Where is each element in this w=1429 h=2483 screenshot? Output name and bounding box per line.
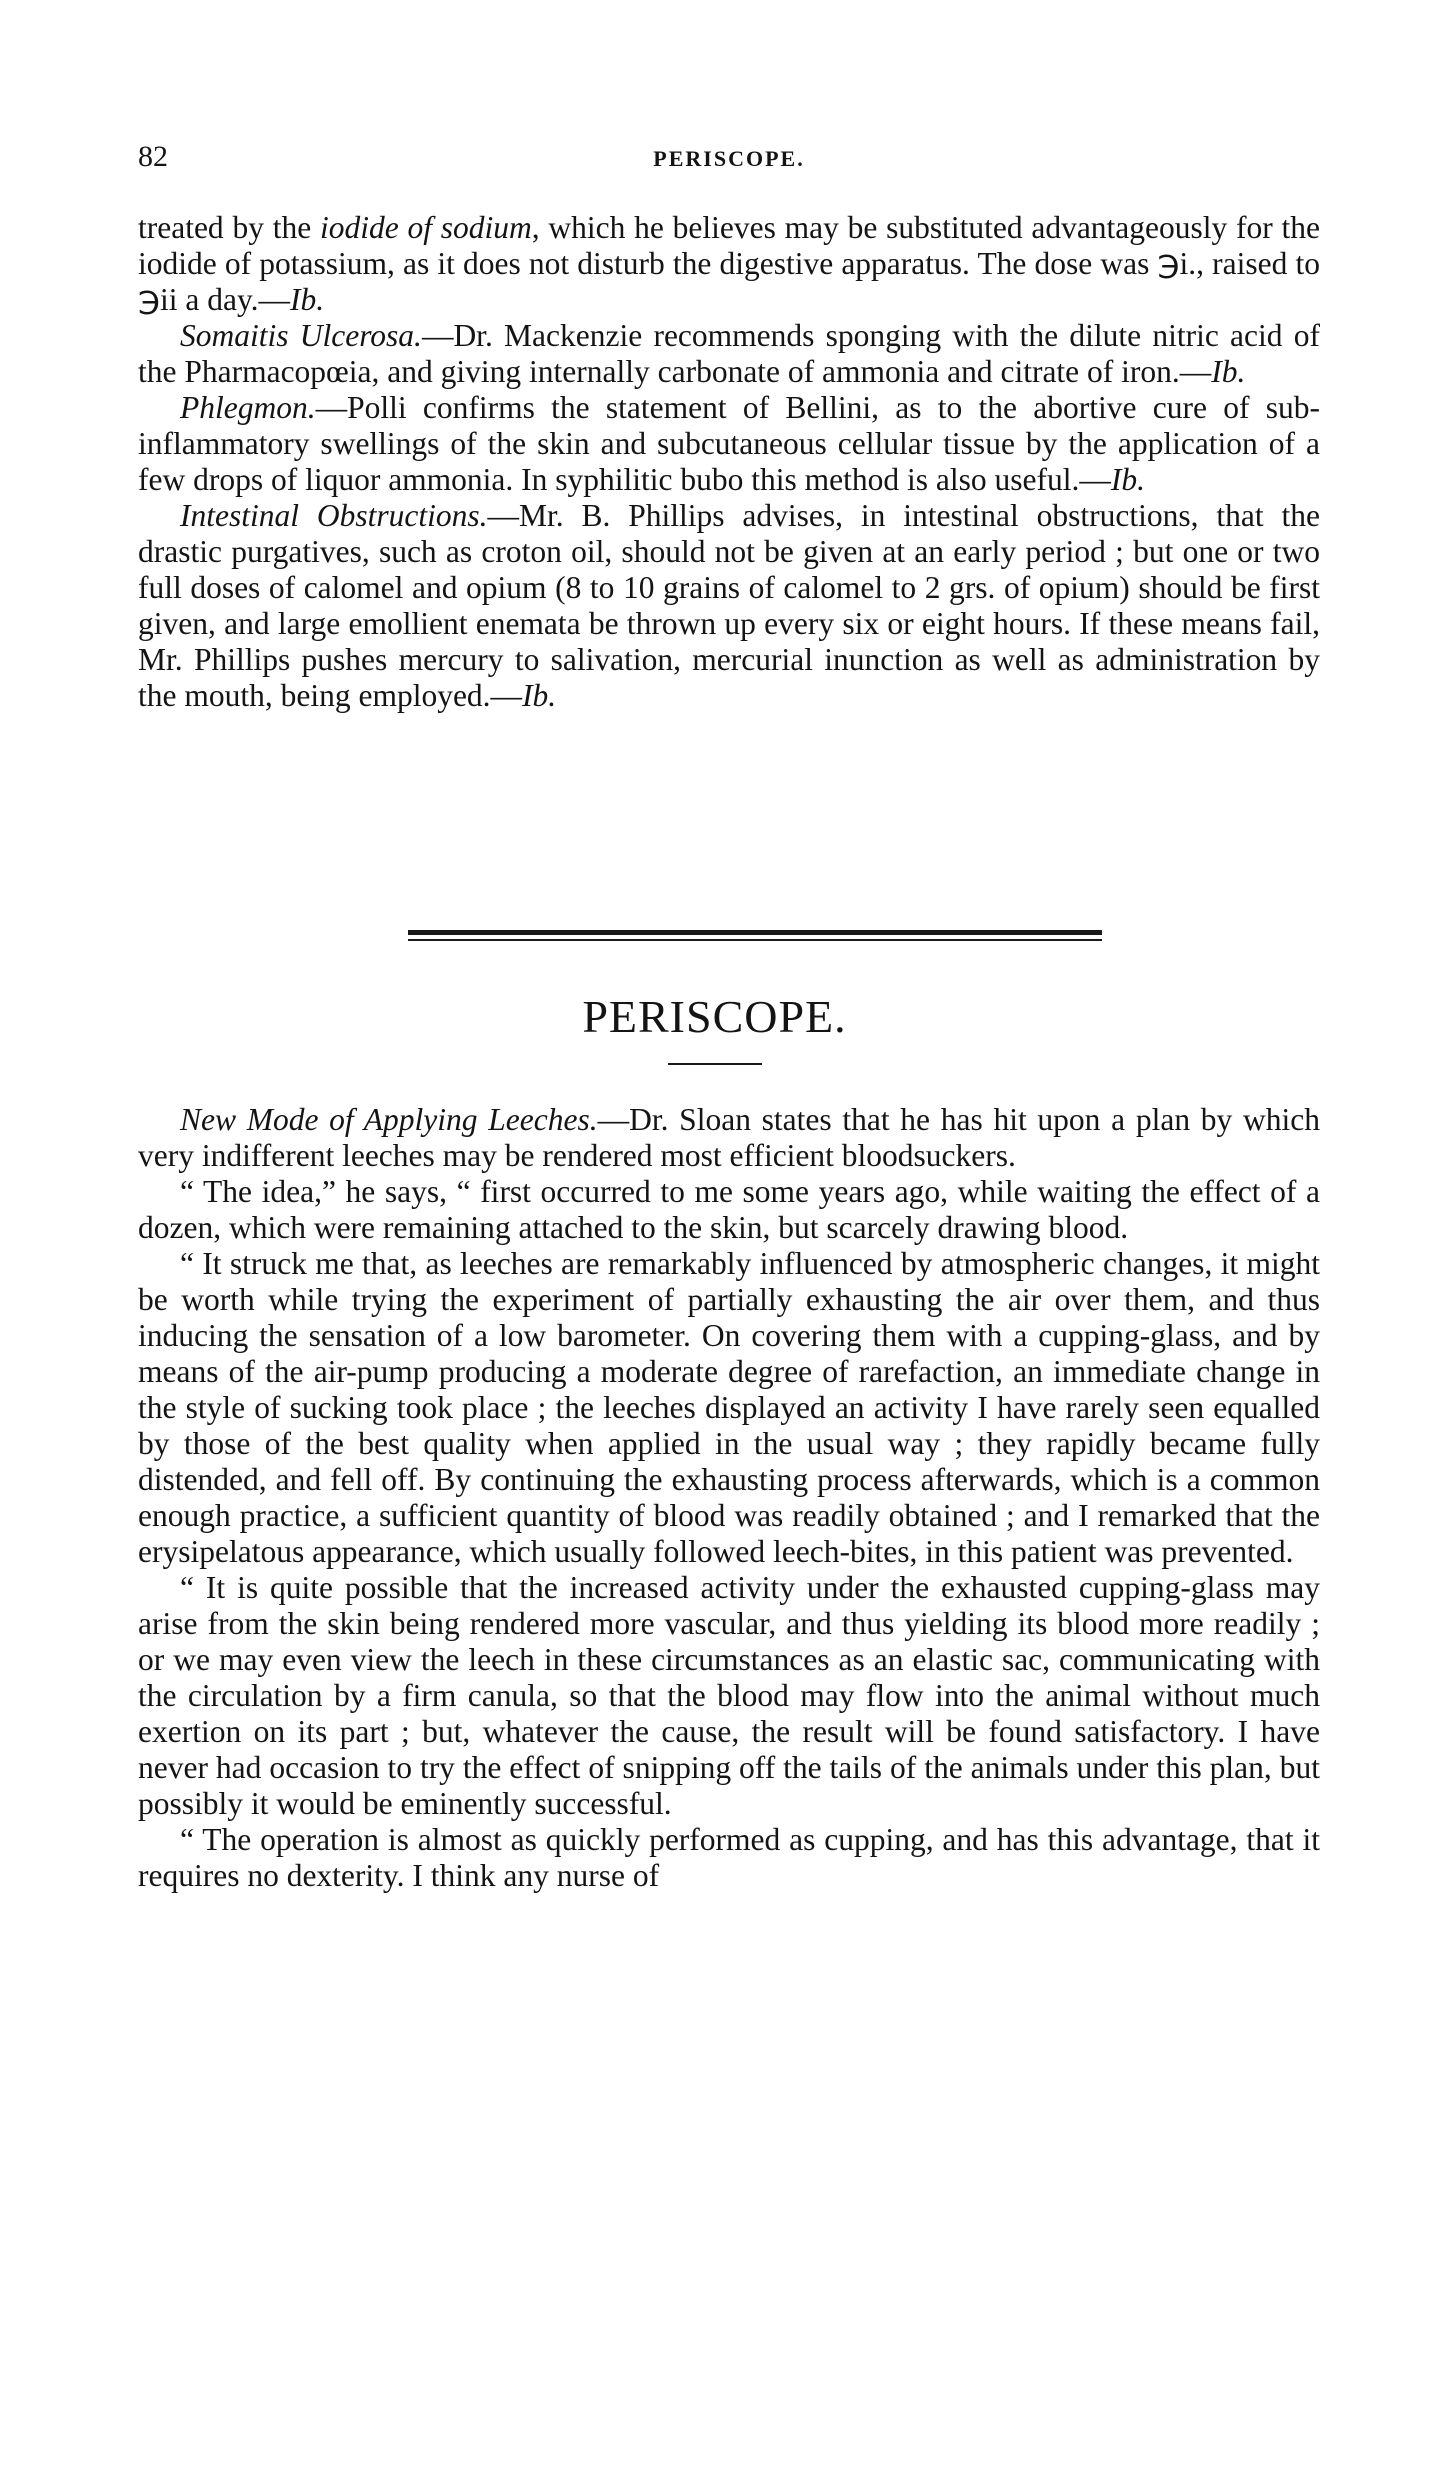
paragraph-it-is-quite-possible: “ It is quite possible that the increased activity under the exhausted cupping-glass may arise from the skin being rendered more vascular, and thus yielding its blood more readily ; or we may even view the leech in these circumstances as an elastic sac, communicating with the circulation by a firm canula, so that the blood may flow into the animal without much exertion on its part ; but, whatever the cause, the result will be found satisfactory. I have never had occasion to try the effect of snipping off the tails of the animals under this plan, but possibly it would be eminently successful. (138, 1570, 1320, 1821)
paragraph-new-mode-of-applying-leeches: New Mode of Applying Leeches.—Dr. Sloan states that he has hit upon a plan by which very indifferent leeches may be rendered most efficient bloodsuckers. (138, 1102, 1321, 1173)
page-number: 82 (138, 140, 168, 173)
paragraph-the-operation: “ The operation is almost as quickly performed as cupping, and has this advantage, that it requires no dexterity. I think any nurse of (138, 1822, 1320, 1893)
bottom-text-block (138, 1102, 1320, 1894)
running-head (138, 140, 1320, 180)
separator-thick-rule (408, 930, 1102, 935)
paragraph-somaitis-ulcerosa: Somaitis Ulcerosa.—Dr. Mackenzie recommends sponging with the dilute nitric acid of the Pharmacopœia, and giving internally carbonate of ammonia and citrate of iron.—Ib. (138, 318, 1320, 389)
paragraph-the-idea: “ The idea,” he says, “ first occurred to me some years ago, while waiting the effect of a dozen, which were remaining attached to the skin, but scarcely drawing blood. (138, 1174, 1320, 1245)
paragraph-it-struck-me: “ It struck me that, as leeches are remarkably influenced by atmospheric changes, it might be worth while trying the experiment of partially exhausting the air over them, and thus inducing the sensation of a low barometer. On covering them with a cupping-glass, and by means of the air-pump producing a moderate degree of rarefaction, an immediate change in the style of sucking took place ; the leeches displayed an activity I have rarely seen equalled by those of the best quality when applied in the usual way ; they rapidly became fully distended, and fell off. By continuing the exhausting process afterwards, which is a common enough practice, a sufficient quantity of blood was readily obtained ; and I remarked that the erysipelatous appearance, which usually followed leech-bites, in this patient was prevented. (138, 1246, 1320, 1569)
section-heading: PERISCOPE. (582, 991, 847, 1042)
top-text-block (138, 210, 1320, 714)
paragraph-phlegmon: Phlegmon.—Polli confirms the statement of Bellini, as to the abortive cure of sub-inflammatory swellings of the skin and subcutaneous cellular tissue by the application of a few drops of liquor ammonia. In syphilitic bubo this method is also useful.—Ib. (138, 390, 1320, 497)
section-separator (408, 930, 1102, 946)
heading-underline-rule (668, 1063, 762, 1065)
running-title: PERISCOPE. (653, 146, 805, 171)
paragraph-intestinal-obstructions: Intestinal Obstructions.—Mr. B. Phillips advises, in intestinal obstructions, that the drastic purgatives, such as croton oil, should not be given at an early period ; but one or two full doses of calomel and opium (8 to 10 grains of calomel to 2 grs. of opium) should be first given, and large emollient enemata be thrown up every six or eight hours. If these means fail, Mr. Phillips pushes mercury to salivation, mercurial inunction as well as administration by the mouth, being employed.—Ib. (138, 498, 1320, 713)
paragraph-iodide-of-sodium: treated by the iodide of sodium, which he believes may be substituted advantageously for the iodide of potassium, as it does not disturb the digestive apparatus. The dose was ℈i., raised to ℈ii a day.—Ib. (138, 210, 1321, 317)
separator-thin-rule (408, 939, 1102, 941)
